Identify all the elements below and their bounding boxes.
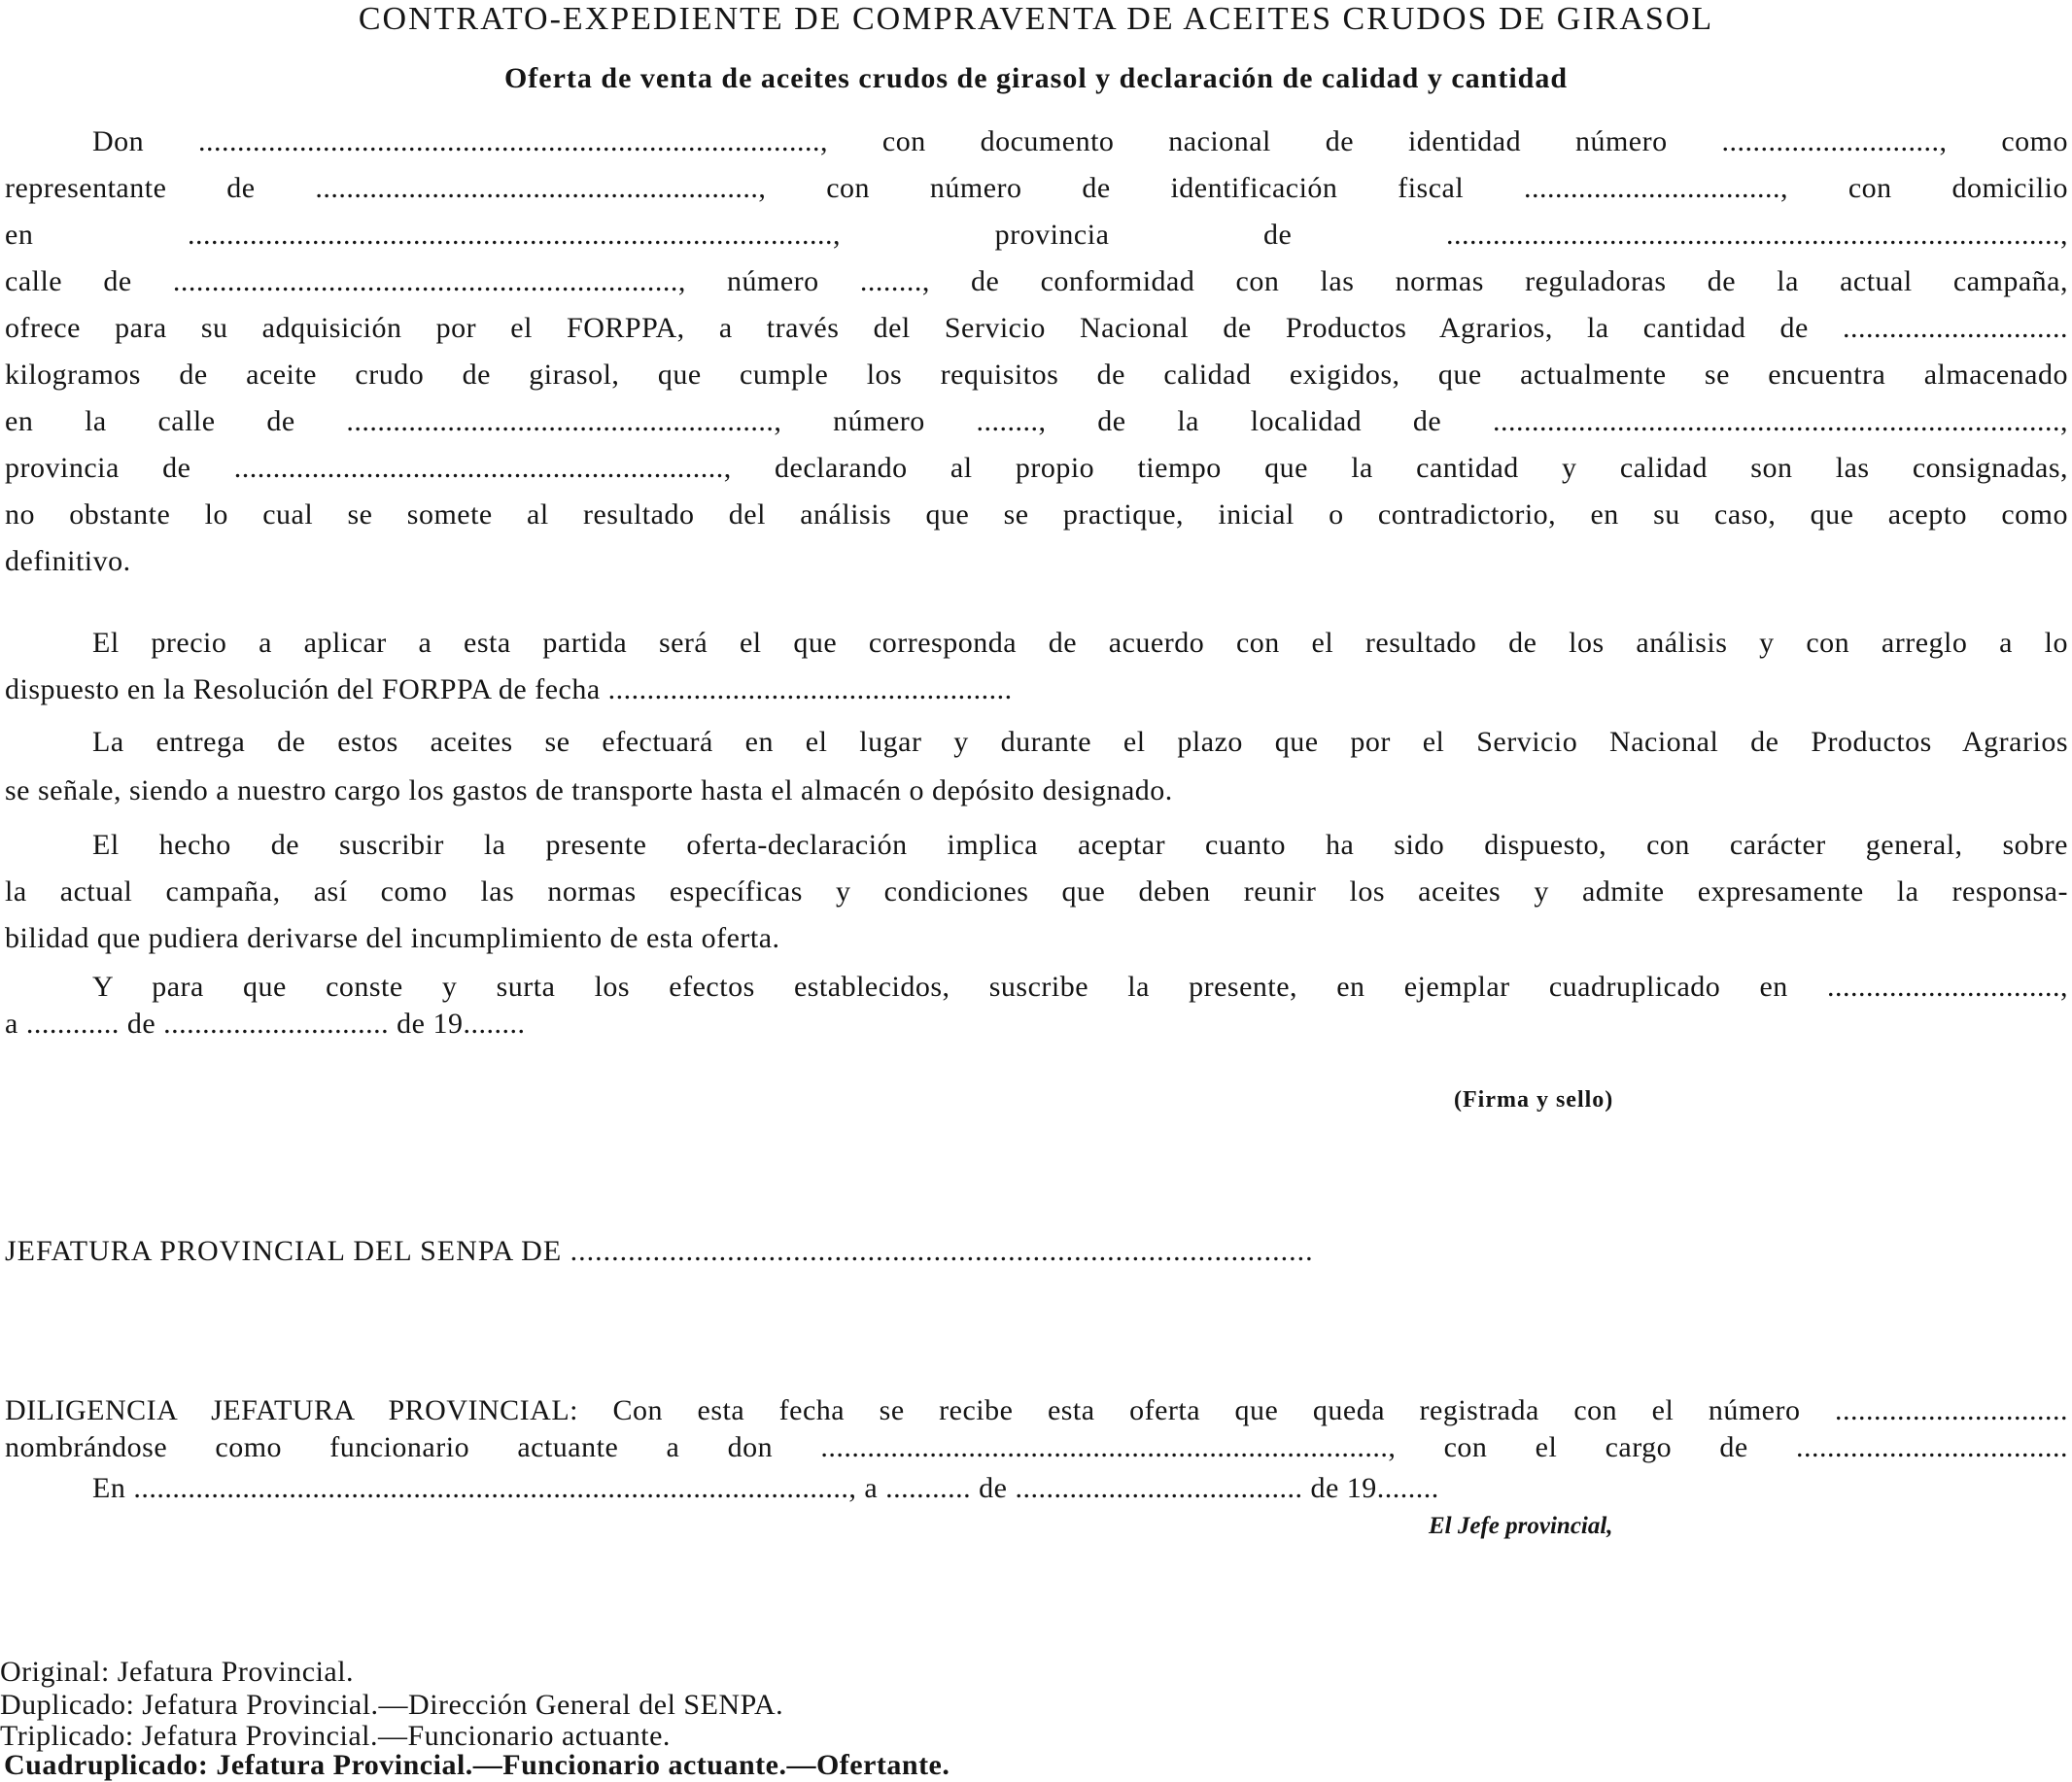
delivery-line: La entrega de estos aceites se efectuará en el lugar y durante el plazo que por el Servicio Nacional de Productos Agrarios	[92, 726, 2068, 758]
offer-line: definitivo.	[5, 545, 131, 577]
delivery-line: se señale, siendo a nuestro cargo los gastos de transporte hasta el almacén o depósito designado.	[5, 774, 1173, 806]
price-line: dispuesto en la Resolución del FORPPA de fecha ....................................................	[5, 673, 1013, 705]
offer-line: en ..................................................................................., provincia de ...............................................................................,	[5, 219, 2068, 251]
offer-line: representante de ........................................................., con número de identificación fiscal ................................., con domicilio	[5, 172, 2068, 204]
document-subtitle: Oferta de venta de aceites crudos de girasol y declaración de calidad y cantidad	[503, 62, 1569, 94]
acceptance-line: la actual campaña, así como las normas específicas y condiciones que deben reunir los aceites y admite expresamente la responsa-	[5, 875, 2068, 908]
document-title: CONTRATO-EXPEDIENTE DE COMPRAVENTA DE ACEITES CRUDOS DE GIRASOL	[358, 1, 1714, 37]
price-line: El precio a aplicar a esta partida será el que corresponda de acuerdo con el resultado de los análisis y con arreglo a lo	[92, 627, 2068, 659]
acceptance-line: bilidad que pudiera derivarse del incumplimiento de esta oferta.	[5, 922, 780, 954]
diligencia-line: DILIGENCIA JEFATURA PROVINCIAL: Con esta fecha se recibe esta oferta que queda registrada con el número ..............................	[5, 1394, 2068, 1426]
offer-line: ofrece para su adquisición por el FORPPA, a través del Servicio Nacional de Productos Agrarios, la cantidad de .............................	[5, 312, 2068, 344]
offer-line: calle de ................................................................., número ........, de conformidad con las normas reguladoras de la actual campaña,	[5, 265, 2068, 297]
signature-label: (Firma y sello)	[1454, 1087, 1614, 1113]
copy-original: Original: Jefatura Provincial.	[0, 1656, 355, 1688]
jefatura-line: JEFATURA PROVINCIAL DEL SENPA DE ..........................................................................................	[5, 1235, 1314, 1267]
closing-line: a ............ de ............................. de 19........	[5, 1008, 526, 1040]
offer-line: kilogramos de aceite crudo de girasol, que cumple los requisitos de calidad exigidos, que actualmente se encuentra almacenado	[5, 359, 2068, 391]
offer-line: Don ................................................................................, con documento nacional de identidad número ............................, como	[92, 125, 2068, 157]
offer-line: no obstante lo cual se somete al resultado del análisis que se practique, inicial o contradictorio, en su caso, que acepto como	[5, 498, 2068, 531]
acceptance-line: El hecho de suscribir la presente oferta-declaración implica aceptar cuanto ha sido dispuesto, con carácter general, sobre	[92, 829, 2068, 861]
closing-line: Y para que conste y surta los efectos establecidos, suscribe la presente, en ejemplar cuadruplicado en ..............................,	[92, 971, 2068, 1003]
copy-cuadruplicado: Cuadruplicado: Jefatura Provincial.—Funcionario actuante.—Ofertante.	[4, 1749, 950, 1781]
diligencia-line: En ............................................................................................, a ........... de ..................................... de 19........	[92, 1472, 1439, 1504]
offer-line: provincia de ..............................................................., declarando al propio tiempo que la cantidad y calidad son las consignadas,	[5, 452, 2068, 484]
copy-duplicado: Duplicado: Jefatura Provincial.—Dirección General del SENPA.	[0, 1689, 784, 1721]
jefe-provincial-label: El Jefe provincial,	[1429, 1513, 1613, 1539]
offer-line: en la calle de ......................................................., número ........, de la localidad de .........................................................................,	[5, 405, 2068, 437]
diligencia-line: nombrándose como funcionario actuante a don ........................................................................., con el cargo de ...................................	[5, 1431, 2068, 1463]
copy-triplicado: Triplicado: Jefatura Provincial.—Funcionario actuante.	[0, 1720, 671, 1752]
